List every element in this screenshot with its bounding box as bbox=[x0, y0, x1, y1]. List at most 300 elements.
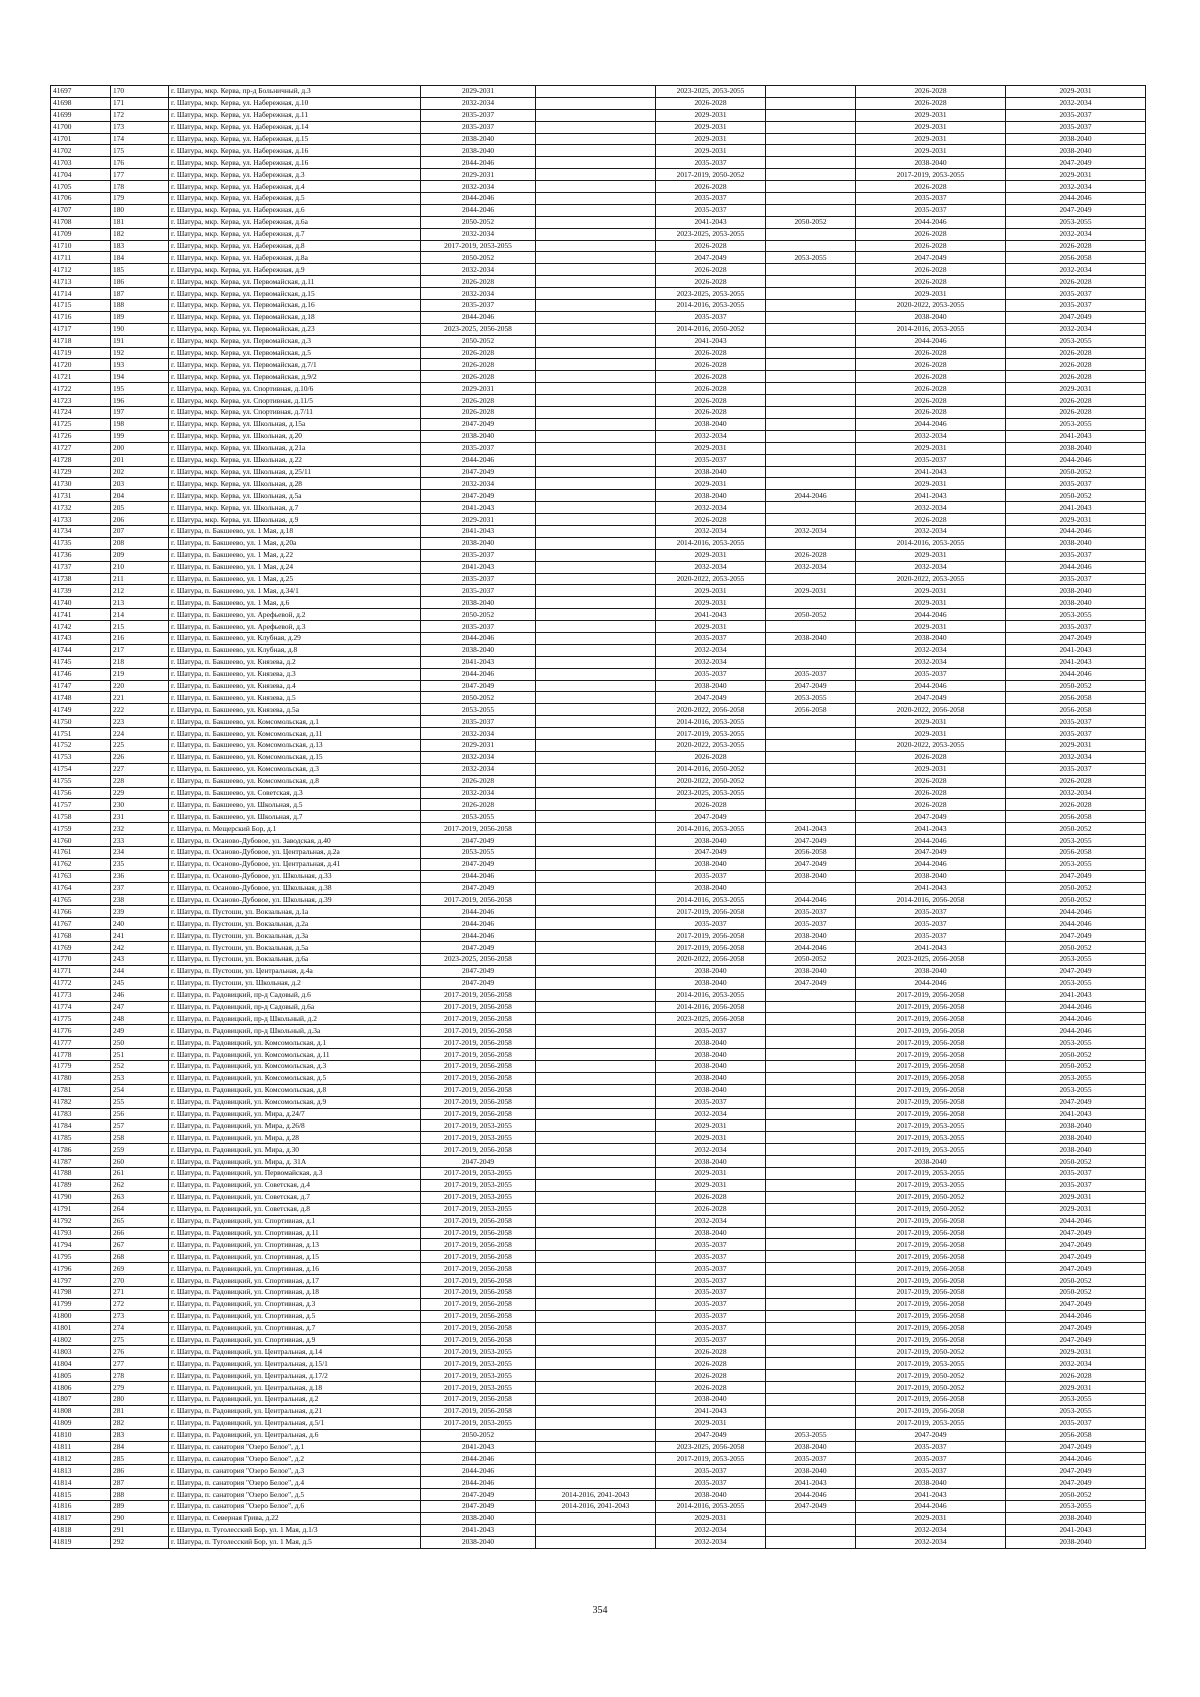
period-col-9-cell: 2029-2031 bbox=[1006, 739, 1146, 751]
table-row bbox=[51, 252, 1146, 264]
period-col-6-cell: 2035-2037 bbox=[656, 1477, 766, 1489]
period-col-4-cell: 2026-2028 bbox=[421, 276, 536, 288]
period-col-8-cell: 2017-2019, 2056-2058 bbox=[856, 1096, 1006, 1108]
row-number-cell: 230 bbox=[111, 799, 169, 811]
period-col-8-cell: 2044-2046 bbox=[856, 609, 1006, 621]
table-row bbox=[51, 585, 1146, 597]
table-row bbox=[51, 288, 1146, 300]
period-col-8-cell: 2032-2034 bbox=[856, 561, 1006, 573]
period-col-4-cell: 2017-2019, 2056-2058 bbox=[421, 1049, 536, 1061]
period-col-5-cell bbox=[536, 157, 656, 169]
address-cell: г. Шатура, мкр. Керва, ул. Школьная, д.20 bbox=[169, 430, 421, 442]
address-cell: г. Шатура, п. Радовицкий, ул. Мира, д.26/8 bbox=[169, 1120, 421, 1132]
period-col-7-cell: 2035-2037 bbox=[766, 668, 856, 680]
period-col-5-cell bbox=[536, 86, 656, 98]
period-col-6-cell: 2029-2031 bbox=[656, 597, 766, 609]
period-col-8-cell: 2017-2019, 2050-2052 bbox=[856, 1382, 1006, 1394]
period-col-6-cell: 2023-2025, 2056-2058 bbox=[656, 1441, 766, 1453]
period-col-4-cell: 2017-2019, 2056-2058 bbox=[421, 1108, 536, 1120]
period-col-8-cell: 2017-2019, 2056-2058 bbox=[856, 1084, 1006, 1096]
record-id-cell: 41790 bbox=[51, 1191, 111, 1203]
period-col-7-cell bbox=[766, 537, 856, 549]
address-cell: г. Шатура, п. Радовицкий, ул. Спортивная, д.13 bbox=[169, 1239, 421, 1251]
period-col-6-cell: 2014-2016, 2056-2058 bbox=[656, 1001, 766, 1013]
period-col-9-cell: 2044-2046 bbox=[1006, 193, 1146, 205]
period-col-6-cell: 2029-2031 bbox=[656, 1132, 766, 1144]
period-col-5-cell bbox=[536, 728, 656, 740]
period-col-5-cell bbox=[536, 1275, 656, 1287]
record-id-cell: 41775 bbox=[51, 1013, 111, 1025]
record-id-cell: 41723 bbox=[51, 395, 111, 407]
period-col-9-cell: 2038-2040 bbox=[1006, 1144, 1146, 1156]
address-cell: г. Шатура, мкр. Керва, ул. Набережная, д.11 bbox=[169, 109, 421, 121]
table-row bbox=[51, 728, 1146, 740]
address-cell: г. Шатура, мкр. Керва, ул. Первомайская, д.15 bbox=[169, 288, 421, 300]
period-col-5-cell bbox=[536, 1370, 656, 1382]
row-number-cell: 236 bbox=[111, 870, 169, 882]
table-row bbox=[51, 133, 1146, 145]
row-number-cell: 193 bbox=[111, 359, 169, 371]
record-id-cell: 41759 bbox=[51, 823, 111, 835]
period-col-7-cell: 2047-2049 bbox=[766, 1500, 856, 1512]
period-col-4-cell: 2032-2034 bbox=[421, 97, 536, 109]
address-cell: г. Шатура, п. Бакшеево, ул. 1 Мая, д.20а bbox=[169, 537, 421, 549]
period-col-7-cell: 2029-2031 bbox=[766, 585, 856, 597]
period-col-9-cell: 2053-2055 bbox=[1006, 954, 1146, 966]
period-col-8-cell: 2017-2019, 2056-2058 bbox=[856, 1215, 1006, 1227]
period-col-7-cell bbox=[766, 739, 856, 751]
period-col-7-cell: 2053-2055 bbox=[766, 1429, 856, 1441]
table-row bbox=[51, 276, 1146, 288]
period-col-9-cell: 2053-2055 bbox=[1006, 1405, 1146, 1417]
period-col-7-cell bbox=[766, 1191, 856, 1203]
table-row bbox=[51, 383, 1146, 395]
table-row bbox=[51, 1013, 1146, 1025]
period-col-8-cell: 2017-2019, 2056-2058 bbox=[856, 1393, 1006, 1405]
record-id-cell: 41731 bbox=[51, 490, 111, 502]
row-number-cell: 276 bbox=[111, 1346, 169, 1358]
table-row bbox=[51, 1061, 1146, 1073]
row-number-cell: 175 bbox=[111, 145, 169, 157]
record-id-cell: 41711 bbox=[51, 252, 111, 264]
period-col-4-cell: 2017-2019, 2056-2058 bbox=[421, 1072, 536, 1084]
period-col-6-cell: 2017-2019, 2056-2058 bbox=[656, 906, 766, 918]
period-col-9-cell: 2044-2046 bbox=[1006, 906, 1146, 918]
record-id-cell: 41738 bbox=[51, 573, 111, 585]
row-number-cell: 197 bbox=[111, 407, 169, 419]
period-col-4-cell: 2017-2019, 2056-2058 bbox=[421, 1037, 536, 1049]
period-col-5-cell bbox=[536, 1025, 656, 1037]
record-id-cell: 41805 bbox=[51, 1370, 111, 1382]
record-id-cell: 41814 bbox=[51, 1477, 111, 1489]
row-number-cell: 177 bbox=[111, 169, 169, 181]
period-col-4-cell: 2038-2040 bbox=[421, 133, 536, 145]
record-id-cell: 41734 bbox=[51, 525, 111, 537]
address-cell: г. Шатура, п. Бакшеево, ул. Арефьевой, д.3 bbox=[169, 621, 421, 633]
address-cell: г. Шатура, п. Радовицкий, ул. Комсомольская, д.11 bbox=[169, 1049, 421, 1061]
row-number-cell: 275 bbox=[111, 1334, 169, 1346]
period-col-6-cell: 2038-2040 bbox=[656, 1156, 766, 1168]
address-cell: г. Шатура, п. Радовицкий, ул. Спортивная, д.18 bbox=[169, 1286, 421, 1298]
period-col-8-cell: 2017-2019, 2056-2058 bbox=[856, 1061, 1006, 1073]
period-col-5-cell bbox=[536, 193, 656, 205]
period-col-4-cell: 2041-2043 bbox=[421, 1524, 536, 1536]
period-col-9-cell: 2026-2028 bbox=[1006, 359, 1146, 371]
period-col-4-cell: 2032-2034 bbox=[421, 288, 536, 300]
period-col-7-cell: 2044-2046 bbox=[766, 894, 856, 906]
record-id-cell: 41769 bbox=[51, 942, 111, 954]
record-id-cell: 41735 bbox=[51, 537, 111, 549]
row-number-cell: 184 bbox=[111, 252, 169, 264]
address-cell: г. Шатура, мкр. Керва, ул. Школьная, д.9 bbox=[169, 514, 421, 526]
period-col-5-cell bbox=[536, 1061, 656, 1073]
period-col-7-cell bbox=[766, 311, 856, 323]
period-col-5-cell bbox=[536, 751, 656, 763]
table-row bbox=[51, 692, 1146, 704]
period-col-5-cell bbox=[536, 1477, 656, 1489]
period-col-6-cell: 2026-2028 bbox=[656, 1346, 766, 1358]
address-cell: г. Шатура, мкр. Керва, ул. Набережная, д.14 bbox=[169, 121, 421, 133]
address-cell: г. Шатура, п. Бакшеево, ул. 1 Мая, д.24 bbox=[169, 561, 421, 573]
period-col-5-cell bbox=[536, 442, 656, 454]
table-row bbox=[51, 1108, 1146, 1120]
record-id-cell: 41719 bbox=[51, 347, 111, 359]
period-col-7-cell bbox=[766, 811, 856, 823]
row-number-cell: 256 bbox=[111, 1108, 169, 1120]
period-col-6-cell: 2038-2040 bbox=[656, 1084, 766, 1096]
period-col-7-cell bbox=[766, 1536, 856, 1548]
period-col-6-cell: 2026-2028 bbox=[656, 1191, 766, 1203]
record-id-cell: 41721 bbox=[51, 371, 111, 383]
period-col-9-cell: 2047-2049 bbox=[1006, 1251, 1146, 1263]
period-col-6-cell: 2014-2016, 2053-2055 bbox=[656, 989, 766, 1001]
period-col-4-cell: 2017-2019, 2056-2058 bbox=[421, 1334, 536, 1346]
address-cell: г. Шатура, п. санатория "Озеро Белое", д.3 bbox=[169, 1465, 421, 1477]
period-col-4-cell: 2017-2019, 2056-2058 bbox=[421, 1275, 536, 1287]
period-col-8-cell: 2017-2019, 2056-2058 bbox=[856, 1049, 1006, 1061]
period-col-6-cell: 2020-2022, 2050-2052 bbox=[656, 775, 766, 787]
period-col-7-cell: 2044-2046 bbox=[766, 490, 856, 502]
period-col-5-cell bbox=[536, 311, 656, 323]
period-col-6-cell: 2032-2034 bbox=[656, 1108, 766, 1120]
address-cell: г. Шатура, п. Радовицкий, ул. Мира, д.28 bbox=[169, 1132, 421, 1144]
table-row bbox=[51, 311, 1146, 323]
table-row bbox=[51, 371, 1146, 383]
period-col-7-cell bbox=[766, 1370, 856, 1382]
row-number-cell: 210 bbox=[111, 561, 169, 573]
row-number-cell: 239 bbox=[111, 906, 169, 918]
period-col-6-cell: 2038-2040 bbox=[656, 1227, 766, 1239]
period-col-8-cell: 2026-2028 bbox=[856, 787, 1006, 799]
period-col-8-cell: 2026-2028 bbox=[856, 371, 1006, 383]
row-number-cell: 171 bbox=[111, 97, 169, 109]
period-col-8-cell: 2035-2037 bbox=[856, 930, 1006, 942]
period-col-8-cell: 2014-2016, 2053-2055 bbox=[856, 537, 1006, 549]
period-col-4-cell: 2032-2034 bbox=[421, 478, 536, 490]
row-number-cell: 202 bbox=[111, 466, 169, 478]
record-id-cell: 41745 bbox=[51, 656, 111, 668]
period-col-6-cell: 2035-2037 bbox=[656, 193, 766, 205]
period-col-6-cell: 2038-2040 bbox=[656, 1049, 766, 1061]
period-col-5-cell bbox=[536, 632, 656, 644]
period-col-9-cell: 2026-2028 bbox=[1006, 371, 1146, 383]
table-row bbox=[51, 335, 1146, 347]
address-cell: г. Шатура, п. Радовицкий, ул. Центральная, д.6 bbox=[169, 1429, 421, 1441]
row-number-cell: 178 bbox=[111, 181, 169, 193]
record-id-cell: 41762 bbox=[51, 858, 111, 870]
record-id-cell: 41699 bbox=[51, 109, 111, 121]
period-col-5-cell bbox=[536, 1120, 656, 1132]
period-col-7-cell bbox=[766, 347, 856, 359]
record-id-cell: 41714 bbox=[51, 288, 111, 300]
row-number-cell: 201 bbox=[111, 454, 169, 466]
period-col-5-cell bbox=[536, 204, 656, 216]
record-id-cell: 41752 bbox=[51, 739, 111, 751]
address-cell: г. Шатура, п. Бакшеево, ул. Князева, д.4 bbox=[169, 680, 421, 692]
address-cell: г. Шатура, п. Радовицкий, пр-д Садовый, д.6 bbox=[169, 989, 421, 1001]
period-col-7-cell bbox=[766, 478, 856, 490]
table-row bbox=[51, 823, 1146, 835]
row-number-cell: 244 bbox=[111, 965, 169, 977]
period-col-9-cell: 2035-2037 bbox=[1006, 716, 1146, 728]
period-col-6-cell: 2047-2049 bbox=[656, 252, 766, 264]
address-cell: г. Шатура, п. Радовицкий, ул. Спортивная, д.17 bbox=[169, 1275, 421, 1287]
period-col-8-cell: 2032-2034 bbox=[856, 644, 1006, 656]
table-row bbox=[51, 525, 1146, 537]
table-row bbox=[51, 323, 1146, 335]
period-col-4-cell: 2026-2028 bbox=[421, 359, 536, 371]
address-cell: г. Шатура, п. Радовицкий, ул. Центральная, д.2 bbox=[169, 1393, 421, 1405]
period-col-7-cell bbox=[766, 109, 856, 121]
period-col-6-cell: 2032-2034 bbox=[656, 1144, 766, 1156]
period-col-7-cell bbox=[766, 228, 856, 240]
row-number-cell: 203 bbox=[111, 478, 169, 490]
table-row bbox=[51, 204, 1146, 216]
table-row bbox=[51, 621, 1146, 633]
row-number-cell: 220 bbox=[111, 680, 169, 692]
period-col-6-cell: 2023-2025, 2053-2055 bbox=[656, 288, 766, 300]
period-col-4-cell: 2017-2019, 2056-2058 bbox=[421, 1144, 536, 1156]
period-col-8-cell: 2017-2019, 2056-2058 bbox=[856, 1334, 1006, 1346]
period-col-8-cell: 2026-2028 bbox=[856, 514, 1006, 526]
table-row bbox=[51, 918, 1146, 930]
period-col-7-cell bbox=[766, 775, 856, 787]
period-col-6-cell: 2038-2040 bbox=[656, 1393, 766, 1405]
period-col-8-cell: 2029-2031 bbox=[856, 585, 1006, 597]
period-col-9-cell: 2050-2052 bbox=[1006, 466, 1146, 478]
table-row bbox=[51, 1132, 1146, 1144]
row-number-cell: 213 bbox=[111, 597, 169, 609]
record-id-cell: 41815 bbox=[51, 1489, 111, 1501]
table-row bbox=[51, 704, 1146, 716]
record-id-cell: 41795 bbox=[51, 1251, 111, 1263]
period-col-9-cell: 2050-2052 bbox=[1006, 490, 1146, 502]
record-id-cell: 41710 bbox=[51, 240, 111, 252]
period-col-4-cell: 2038-2040 bbox=[421, 597, 536, 609]
period-col-4-cell: 2017-2019, 2053-2055 bbox=[421, 1417, 536, 1429]
row-number-cell: 243 bbox=[111, 954, 169, 966]
period-col-6-cell: 2029-2031 bbox=[656, 145, 766, 157]
table-row bbox=[51, 1405, 1146, 1417]
period-col-6-cell: 2038-2040 bbox=[656, 965, 766, 977]
period-col-7-cell bbox=[766, 1310, 856, 1322]
period-col-5-cell bbox=[536, 478, 656, 490]
period-col-5-cell bbox=[536, 1001, 656, 1013]
address-cell: г. Шатура, мкр. Керва, ул. Первомайская, д.9/2 bbox=[169, 371, 421, 383]
period-col-4-cell: 2032-2034 bbox=[421, 787, 536, 799]
period-col-8-cell: 2035-2037 bbox=[856, 193, 1006, 205]
period-col-5-cell bbox=[536, 145, 656, 157]
period-col-6-cell: 2026-2028 bbox=[656, 799, 766, 811]
period-col-5-cell bbox=[536, 1393, 656, 1405]
period-col-5-cell bbox=[536, 835, 656, 847]
period-col-5-cell bbox=[536, 965, 656, 977]
period-col-9-cell: 2050-2052 bbox=[1006, 1061, 1146, 1073]
address-cell: г. Шатура, п. Бакшеево, ул. Комсомольская, д.1 bbox=[169, 716, 421, 728]
table-row bbox=[51, 835, 1146, 847]
row-number-cell: 205 bbox=[111, 502, 169, 514]
period-col-5-cell bbox=[536, 264, 656, 276]
period-col-8-cell: 2026-2028 bbox=[856, 86, 1006, 98]
period-col-5-cell bbox=[536, 1524, 656, 1536]
period-col-9-cell: 2047-2049 bbox=[1006, 311, 1146, 323]
period-col-6-cell: 2035-2037 bbox=[656, 918, 766, 930]
period-col-7-cell bbox=[766, 1168, 856, 1180]
period-col-6-cell: 2029-2031 bbox=[656, 1179, 766, 1191]
period-col-7-cell bbox=[766, 1417, 856, 1429]
row-number-cell: 211 bbox=[111, 573, 169, 585]
row-number-cell: 170 bbox=[111, 86, 169, 98]
period-col-8-cell: 2029-2031 bbox=[856, 288, 1006, 300]
period-col-4-cell: 2035-2037 bbox=[421, 585, 536, 597]
period-col-6-cell: 2041-2043 bbox=[656, 335, 766, 347]
period-col-4-cell: 2017-2019, 2056-2058 bbox=[421, 1215, 536, 1227]
period-col-7-cell bbox=[766, 1322, 856, 1334]
address-cell: г. Шатура, п. Пустоши, ул. Вокзальная, д.2а bbox=[169, 918, 421, 930]
period-col-4-cell: 2017-2019, 2053-2055 bbox=[421, 1346, 536, 1358]
period-col-7-cell bbox=[766, 1156, 856, 1168]
table-row bbox=[51, 799, 1146, 811]
table-row bbox=[51, 632, 1146, 644]
period-col-7-cell bbox=[766, 716, 856, 728]
period-col-4-cell: 2044-2046 bbox=[421, 454, 536, 466]
period-col-8-cell: 2038-2040 bbox=[856, 870, 1006, 882]
record-id-cell: 41774 bbox=[51, 1001, 111, 1013]
period-col-4-cell: 2017-2019, 2056-2058 bbox=[421, 1393, 536, 1405]
period-col-4-cell: 2047-2049 bbox=[421, 882, 536, 894]
table-row bbox=[51, 1453, 1146, 1465]
row-number-cell: 260 bbox=[111, 1156, 169, 1168]
table-row bbox=[51, 751, 1146, 763]
period-col-4-cell: 2050-2052 bbox=[421, 335, 536, 347]
period-col-6-cell: 2032-2034 bbox=[656, 561, 766, 573]
period-col-5-cell bbox=[536, 418, 656, 430]
row-number-cell: 249 bbox=[111, 1025, 169, 1037]
period-col-6-cell: 2017-2019, 2056-2058 bbox=[656, 942, 766, 954]
period-col-5-cell bbox=[536, 668, 656, 680]
period-col-5-cell bbox=[536, 739, 656, 751]
address-cell: г. Шатура, п. Осаново-Дубовое, ул. Школьная, д.38 bbox=[169, 882, 421, 894]
period-col-9-cell: 2053-2055 bbox=[1006, 835, 1146, 847]
period-col-4-cell: 2047-2049 bbox=[421, 977, 536, 989]
address-cell: г. Шатура, п. Радовицкий, пр-д Садовый, д.6а bbox=[169, 1001, 421, 1013]
period-col-7-cell bbox=[766, 264, 856, 276]
table-row bbox=[51, 597, 1146, 609]
record-id-cell: 41797 bbox=[51, 1275, 111, 1287]
period-col-5-cell bbox=[536, 1203, 656, 1215]
row-number-cell: 226 bbox=[111, 751, 169, 763]
address-cell: г. Шатура, мкр. Керва, ул. Первомайская, д.11 bbox=[169, 276, 421, 288]
period-col-8-cell: 2035-2037 bbox=[856, 1453, 1006, 1465]
table-row bbox=[51, 1465, 1146, 1477]
address-cell: г. Шатура, мкр. Керва, ул. Набережная, д.6а bbox=[169, 216, 421, 228]
period-col-7-cell: 2038-2040 bbox=[766, 1465, 856, 1477]
period-col-4-cell: 2044-2046 bbox=[421, 157, 536, 169]
period-col-4-cell: 2017-2019, 2053-2055 bbox=[421, 1168, 536, 1180]
table-row bbox=[51, 787, 1146, 799]
record-id-cell: 41794 bbox=[51, 1239, 111, 1251]
record-id-cell: 41808 bbox=[51, 1405, 111, 1417]
record-id-cell: 41778 bbox=[51, 1049, 111, 1061]
period-col-7-cell: 2038-2040 bbox=[766, 870, 856, 882]
period-col-6-cell: 2029-2031 bbox=[656, 1512, 766, 1524]
row-number-cell: 187 bbox=[111, 288, 169, 300]
period-col-5-cell bbox=[536, 716, 656, 728]
period-col-6-cell: 2026-2028 bbox=[656, 359, 766, 371]
period-col-7-cell bbox=[766, 1346, 856, 1358]
record-id-cell: 41798 bbox=[51, 1286, 111, 1298]
row-number-cell: 232 bbox=[111, 823, 169, 835]
row-number-cell: 233 bbox=[111, 835, 169, 847]
period-col-9-cell: 2044-2046 bbox=[1006, 1310, 1146, 1322]
period-col-4-cell: 2035-2037 bbox=[421, 573, 536, 585]
period-col-4-cell: 2047-2049 bbox=[421, 1489, 536, 1501]
address-cell: г. Шатура, п. Радовицкий, ул. Спортивная, д.16 bbox=[169, 1263, 421, 1275]
table-row bbox=[51, 1536, 1146, 1548]
table-row bbox=[51, 1227, 1146, 1239]
row-number-cell: 274 bbox=[111, 1322, 169, 1334]
address-cell: г. Шатура, п. Бакшеево, ул. Арефьевой, д.2 bbox=[169, 609, 421, 621]
period-col-9-cell: 2029-2031 bbox=[1006, 1382, 1146, 1394]
period-col-8-cell: 2014-2016, 2053-2055 bbox=[856, 323, 1006, 335]
address-cell: г. Шатура, п. Туголесский Бор, ул. 1 Мая, д.1/3 bbox=[169, 1524, 421, 1536]
period-col-5-cell: 2014-2016, 2041-2043 bbox=[536, 1489, 656, 1501]
period-col-6-cell: 2035-2037 bbox=[656, 1096, 766, 1108]
period-col-8-cell: 2029-2031 bbox=[856, 442, 1006, 454]
period-col-7-cell bbox=[766, 133, 856, 145]
period-col-7-cell bbox=[766, 418, 856, 430]
period-col-6-cell: 2023-2025, 2053-2055 bbox=[656, 228, 766, 240]
period-col-7-cell bbox=[766, 121, 856, 133]
period-col-5-cell bbox=[536, 502, 656, 514]
period-col-5-cell bbox=[536, 97, 656, 109]
address-cell: г. Шатура, мкр. Керва, ул. Школьная, д.21а bbox=[169, 442, 421, 454]
address-cell: г. Шатура, п. Бакшеево, ул. Комсомольская, д.15 bbox=[169, 751, 421, 763]
record-id-cell: 41708 bbox=[51, 216, 111, 228]
period-col-7-cell bbox=[766, 371, 856, 383]
address-cell: г. Шатура, мкр. Керва, ул. Первомайская, д.5 bbox=[169, 347, 421, 359]
period-col-6-cell: 2020-2022, 2053-2055 bbox=[656, 573, 766, 585]
period-col-5-cell bbox=[536, 1358, 656, 1370]
address-cell: г. Шатура, п. Туголесский Бор, ул. 1 Мая, д.5 bbox=[169, 1536, 421, 1548]
period-col-9-cell: 2053-2055 bbox=[1006, 1084, 1146, 1096]
table-row bbox=[51, 121, 1146, 133]
address-cell: г. Шатура, п. Осаново-Дубовое, ул. Школьная, д.33 bbox=[169, 870, 421, 882]
period-col-4-cell: 2017-2019, 2053-2055 bbox=[421, 1203, 536, 1215]
record-id-cell: 41702 bbox=[51, 145, 111, 157]
period-col-9-cell: 2044-2046 bbox=[1006, 454, 1146, 466]
table-row bbox=[51, 1203, 1146, 1215]
